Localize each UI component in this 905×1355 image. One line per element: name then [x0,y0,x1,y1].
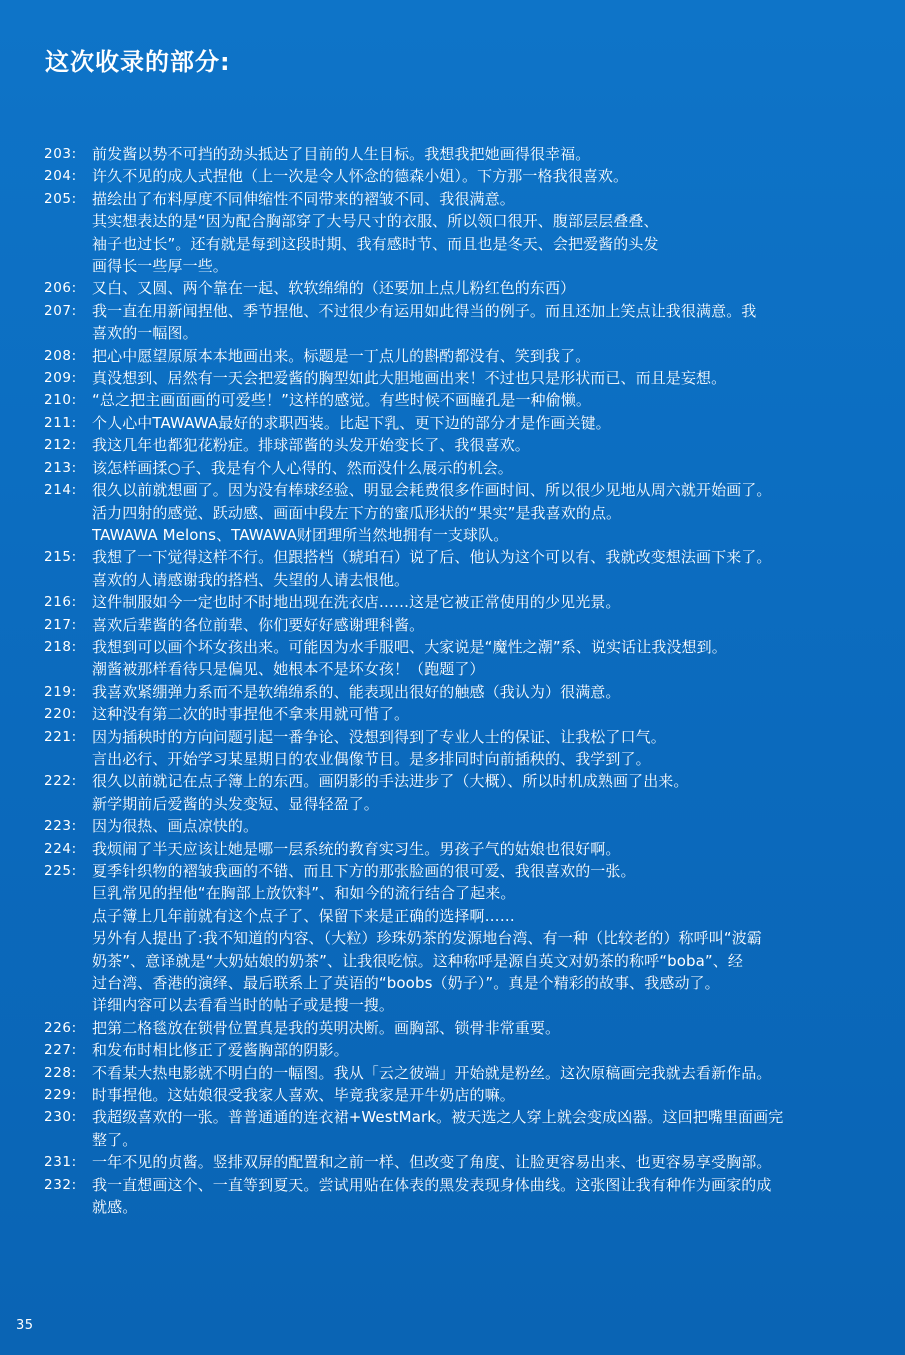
note-line: 我一直想画这个、一直等到夏天。尝试用贴在体表的黑发表现身体曲线。这张图让我有种作为画家的成 [92,1175,772,1194]
note-number: 224: [44,840,77,857]
note-number: 212: [44,437,77,454]
note-entry [44,1174,890,1219]
note-body [92,636,890,681]
note-body [92,591,890,613]
note-entry [44,614,890,636]
note-line: 一年不见的贞酱。竖排双屏的配置和之前一样、但改变了角度、让脸更容易出来、也更容易享受胸部。 [92,1153,772,1172]
note-line: 过台湾、香港的演绎、最后联系上了英语的“boobs（奶子）”。真是个精彩的故事、我感动了。 [92,974,720,993]
note-entry [44,681,890,703]
note-entry [44,1062,890,1084]
note-body [92,1017,890,1039]
note-number: 232: [44,1176,77,1193]
note-number: 225: [44,863,77,879]
note-number: 231: [44,1154,77,1171]
note-line: 整了。 [92,1130,138,1149]
note-entry [44,1039,890,1061]
note-line: 喜欢的一幅图。 [92,324,198,343]
note-number: 206: [44,280,77,297]
note-number: 219: [44,683,77,700]
note-number: 204: [44,168,77,185]
note-line: 活力四射的感觉、跃动感、画面中段左下方的蜜瓜形状的“果实”是我喜欢的点。 [92,503,622,522]
note-body [92,815,890,837]
note-line: 我想了一下觉得这样不行。但跟搭档（琥珀石）说了后、他认为这个可以有、我就改变想法画下来了。 [92,548,772,567]
note-number: 230: [44,1109,77,1126]
note-body [92,345,890,367]
note-entry [44,1106,890,1151]
note-number: 217: [44,616,77,633]
note-number: 211: [44,414,77,431]
note-body [92,1151,890,1173]
note-line: 真没想到、居然有一天会把爱酱的胸型如此大胆地画出来！不过也只是形状而已、而且是妄想。 [92,369,727,388]
note-entry [44,546,890,591]
note-number: 208: [44,347,77,364]
note-number: 218: [44,638,77,655]
note-line: 前发酱以势不可挡的劲头抵达了目前的人生目标。我想我把她画得很幸福。 [92,145,591,163]
note-entry [44,1017,890,1039]
note-body [92,479,890,546]
note-line: 时事捏他。这姑娘很受我家人喜欢、毕竟我家是开牛奶店的嘛。 [92,1086,515,1105]
note-entry [44,1151,890,1173]
note-body [92,546,890,591]
note-entry [44,434,890,456]
note-number: 228: [44,1064,77,1081]
note-entry [44,636,890,681]
note-entry [44,412,890,434]
note-line: 这种没有第二次的时事捏他不拿来用就可惜了。 [92,705,410,724]
note-entry [44,143,890,165]
note-line: 我一直在用新闻捏他、季节捏他、不过很少有运用如此得当的例子。而且还加上笑点让我很满意。我 [92,301,757,320]
note-number: 226: [44,1019,77,1036]
note-entry [44,860,890,1017]
note-line: 点子簿上几年前就有这个点子了、保留下来是正确的选择啊…… [92,906,515,925]
note-entry [44,188,890,278]
note-entry [44,479,890,546]
note-number: 203: [44,146,77,162]
note-line: 因为插秧时的方向问题引起一番争论、没想到得到了专业人士的保证、让我松了口气。 [92,727,666,746]
note-entry [44,277,890,299]
note-line: 我喜欢紧绷弹力系而不是软绵绵系的、能表现出很好的触感（我认为）很满意。 [92,682,621,701]
note-entry [44,1084,890,1106]
note-number: 216: [44,594,77,611]
note-number: 221: [44,728,77,745]
note-line: 该怎样画揉○子、我是有个人心得的、然而没什么展示的机会。 [92,458,513,477]
note-entry [44,367,890,389]
note-body [92,412,890,434]
note-line: 言出必行、开始学习某星期日的农业偶像节目。是多排同时向前插秧的、我学到了。 [92,749,651,768]
note-line: 把心中愿望原原本本地画出来。标题是一丁点儿的斟酌都没有、笑到我了。 [92,346,591,365]
note-body [92,1039,890,1061]
note-body [92,770,890,815]
note-line: 把第二格毯放在锁骨位置真是我的英明决断。画胸部、锁骨非常重要。 [92,1018,561,1037]
note-body [92,703,890,725]
note-body [92,277,890,299]
note-line: 我超级喜欢的一张。普普通通的连衣裙+WestMark。被天选之人穿上就会变成凶器。这回把嘴里面画完 [92,1108,784,1127]
note-entry [44,726,890,771]
note-body [92,1174,890,1219]
note-number: 215: [44,549,77,566]
notes-list [44,143,890,1219]
note-number: 227: [44,1042,77,1059]
note-line: 画得长一些厚一些。 [92,257,228,276]
note-line: 个人心中TAWAWA最好的求职西装。比起下乳、更下边的部分才是作画关键。 [92,413,611,432]
note-line: 描绘出了布料厚度不同伸缩性不同带来的褶皱不同、我很满意。 [92,189,515,208]
note-line: 袖子也过长”。还有就是每到这段时期、我有感时节、而且也是冬天、会把爱酱的头发 [92,234,659,253]
note-number: 207: [44,302,77,319]
note-body [92,1062,890,1084]
note-number: 229: [44,1087,77,1104]
note-line: 喜欢后辈酱的各位前辈、你们要好好感谢理科酱。 [92,615,425,634]
note-line: 不看某大热电影就不明白的一幅图。我从「云之彼端」开始就是粉丝。这次原稿画完我就去看新作品。 [92,1063,772,1082]
note-body [92,1084,890,1106]
note-line: TAWAWA Melons、TAWAWA财团理所当然地拥有一支球队。 [92,525,509,544]
note-body [92,726,890,771]
note-line: 我这几年也都犯花粉症。排球部酱的头发开始变长了、我很喜欢。 [92,436,530,455]
note-body [92,614,890,636]
note-body [92,434,890,456]
note-line: 喜欢的人请感谢我的搭档、失望的人请去恨他。 [92,570,410,589]
note-entry [44,345,890,367]
note-line: 许久不见的成人式捏他（上一次是令人怀念的德森小姐）。下方那一格我很喜欢。 [92,167,629,186]
note-line: 就感。 [92,1198,138,1217]
note-number: 210: [44,392,77,409]
note-number: 209: [44,370,77,387]
note-line: 夏季针织物的褶皱我画的不错、而且下方的那张脸画的很可爱、我很喜欢的一张。 [92,862,636,880]
note-body [92,457,890,479]
note-number: 213: [44,459,77,476]
note-entry [44,457,890,479]
note-line: 又白、又圆、两个靠在一起、软软绵绵的（还要加上点儿粉红色的东西） [92,279,576,298]
note-body [92,838,890,860]
note-body [92,188,890,278]
note-entry [44,703,890,725]
note-number: 223: [44,818,77,835]
note-line: 我烦闹了半天应该让她是哪一层系统的教育实习生。男孩子气的姑娘也很好啊。 [92,839,621,858]
note-line: 新学期前后爱酱的头发变短、显得轻盈了。 [92,794,379,813]
note-entry [44,389,890,411]
note-number: 220: [44,706,77,723]
note-entry [44,838,890,860]
note-number: 214: [44,482,77,499]
note-entry [44,591,890,613]
note-line: 这件制服如今一定也时不时地出现在洗衣店……这是它被正常使用的少见光景。 [92,593,621,612]
note-line: 其实想表达的是“因为配合胸部穿了大号尺寸的衣服、所以领口很开、腹部层层叠叠、 [92,212,659,231]
note-body [92,143,890,165]
note-entry [44,165,890,187]
note-number: 222: [44,773,77,790]
note-line: 和发布时相比修正了爱酱胸部的阴影。 [92,1041,349,1060]
note-body [92,681,890,703]
note-line: 详细内容可以去看看当时的帖子或是搜一搜。 [92,996,395,1015]
note-entry [44,300,890,345]
note-line: 很久以前就记在点子簿上的东西。画阴影的手法进步了（大概）、所以时机成熟画了出来。 [92,772,689,791]
note-line: 潮酱被那样看待只是偏见、她根本不是坏女孩！（跑题了） [92,660,485,679]
page-title: 这次收录的部分: [45,48,231,76]
note-line: 我想到可以画个坏女孩出来。可能因为水手服吧、大家说是“魔性之潮”系、说实话让我没想到。 [92,637,727,656]
note-line: 另外有人提出了:我不知道的内容、（大粒）珍珠奶茶的发源地台湾、有一种（比较老的）称呼叫“波霸 [92,929,762,948]
note-body [92,1106,890,1151]
note-line: 很久以前就想画了。因为没有棒球经验、明显会耗费很多作画时间、所以很少见地从周六就开始画了。 [92,481,772,500]
note-body [92,367,890,389]
note-body [92,860,890,1017]
note-body [92,389,890,411]
note-number: 205: [44,190,77,207]
note-line: 巨乳常见的捏他“在胸部上放饮料”、和如今的流行结合了起来。 [92,884,516,903]
note-entry [44,815,890,837]
note-body [92,165,890,187]
page-number: 35 [16,1318,34,1333]
note-line: 奶茶”、意译就是“大奶姑娘的奶茶”、让我很吃惊。这种称呼是源自英文对奶茶的称呼“boba”、经 [92,951,743,970]
note-body [92,300,890,345]
note-line: 因为很热、画点凉快的。 [92,817,259,836]
note-line: “总之把主画面画的可爱些！”这样的感觉。有些时候不画瞳孔是一种偷懒。 [92,391,591,410]
note-entry [44,770,890,815]
